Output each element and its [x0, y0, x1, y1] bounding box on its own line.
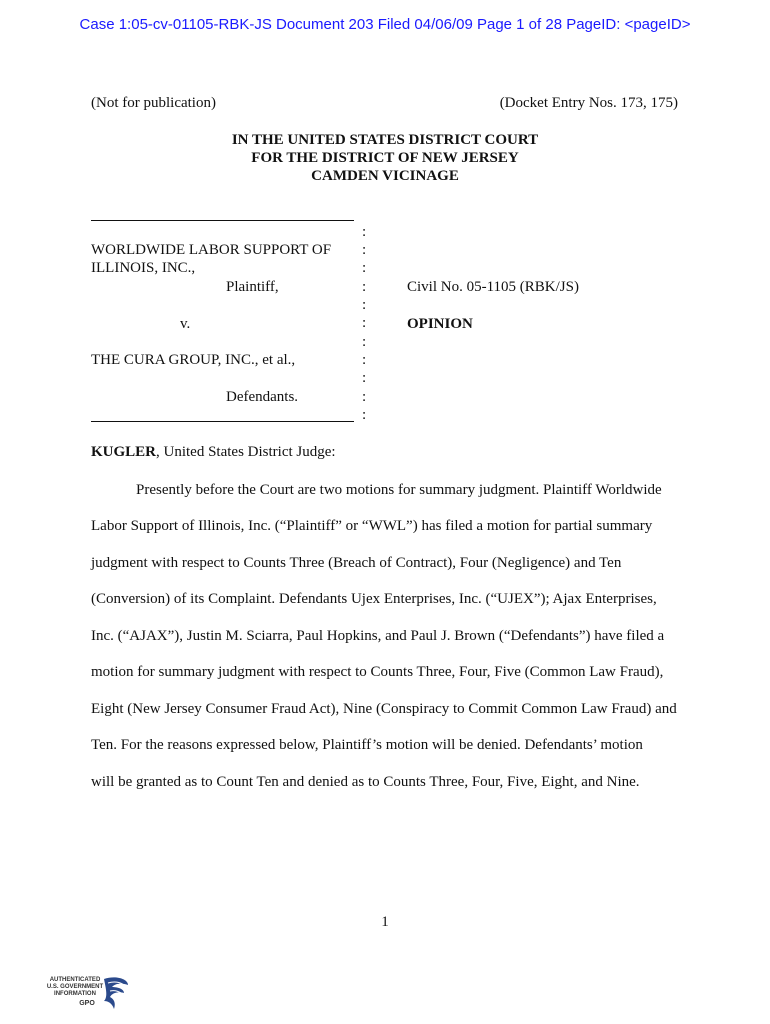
plaintiff-name-line-2: ILLINOIS, INC.,	[91, 260, 196, 276]
caption-colon: :	[362, 334, 367, 350]
caption-colon: :	[362, 279, 367, 295]
logo-text-line: U.S. GOVERNMENT	[46, 984, 104, 990]
ecf-header: Case 1:05-cv-01105-RBK-JS Document 203 Filed 04/06/09 Page 1 of 28 PageID: <pageID>	[79, 16, 691, 33]
caption-colon: :	[362, 370, 367, 386]
judge-line	[91, 444, 336, 461]
defendant-role: Defendants.	[226, 389, 299, 405]
court-title-line-2: FOR THE DISTRICT OF NEW JERSEY	[251, 150, 519, 166]
body-line: Ten. For the reasons expressed below, Plaintiff’s motion will be denied. Defendants’ motion	[91, 737, 643, 753]
caption-bottom-rule	[91, 421, 354, 422]
publication-note: (Not for publication)	[91, 95, 216, 111]
civil-number: Civil No. 05-1105 (RBK/JS)	[407, 279, 579, 295]
caption-top-rule	[91, 220, 354, 221]
plaintiff-name-line-1: WORLDWIDE LABOR SUPPORT OF	[91, 242, 332, 258]
caption-colon: :	[362, 260, 367, 276]
page-number: 1	[381, 914, 389, 930]
defendant-name: THE CURA GROUP, INC., et al.,	[91, 352, 296, 368]
body-line: Presently before the Court are two motions for summary judgment. Plaintiff Worldwide	[136, 482, 662, 498]
caption-colon: :	[362, 352, 367, 368]
body-line: Inc. (“AJAX”), Justin M. Sciarra, Paul Hopkins, and Paul J. Brown (“Defendants”) have filed a	[91, 628, 665, 644]
body-line: will be granted as to Count Ten and denied as to Counts Three, Four, Five, Eight, and Nine.	[91, 774, 640, 790]
docket-entry-note: (Docket Entry Nos. 173, 175)	[499, 95, 678, 111]
logo-text-line: INFORMATION	[54, 991, 96, 997]
plaintiff-role: Plaintiff,	[226, 279, 279, 295]
gpo-authentication-logo	[46, 975, 132, 1015]
court-title-line-3: CAMDEN VICINAGE	[311, 168, 459, 184]
judge-title: , United States District Judge:	[156, 444, 336, 460]
body-line: Eight (New Jersey Consumer Fraud Act), Nine (Conspiracy to Commit Common Law Fraud) and	[91, 701, 677, 717]
versus: v.	[180, 316, 191, 332]
caption-colon: :	[362, 315, 367, 331]
body-line: Labor Support of Illinois, Inc. (“Plaintiff” or “WWL”) has filed a motion for partial summary	[91, 518, 653, 534]
caption-colon: :	[362, 224, 367, 240]
document-type: OPINION	[407, 316, 473, 332]
caption-colon: :	[362, 242, 367, 258]
caption-colon: :	[362, 389, 367, 405]
body-line: motion for summary judgment with respect to Counts Three, Four, Five (Common Law Fraud),	[91, 664, 664, 680]
eagle-icon	[98, 975, 132, 1015]
body-line: judgment with respect to Counts Three (Breach of Contract), Four (Negligence) and Ten	[91, 555, 622, 571]
caption-colon: :	[362, 297, 367, 313]
logo-text-line: AUTHENTICATED	[49, 977, 101, 983]
caption-colon: :	[362, 407, 367, 423]
court-title-line-1: IN THE UNITED STATES DISTRICT COURT	[231, 132, 539, 148]
judge-name: KUGLER	[91, 444, 157, 460]
body-line: (Conversion) of its Complaint. Defendants Ujex Enterprises, Inc. (“UJEX”); Ajax Enterprises,	[91, 591, 657, 607]
logo-text-line: GPO	[79, 1000, 95, 1007]
